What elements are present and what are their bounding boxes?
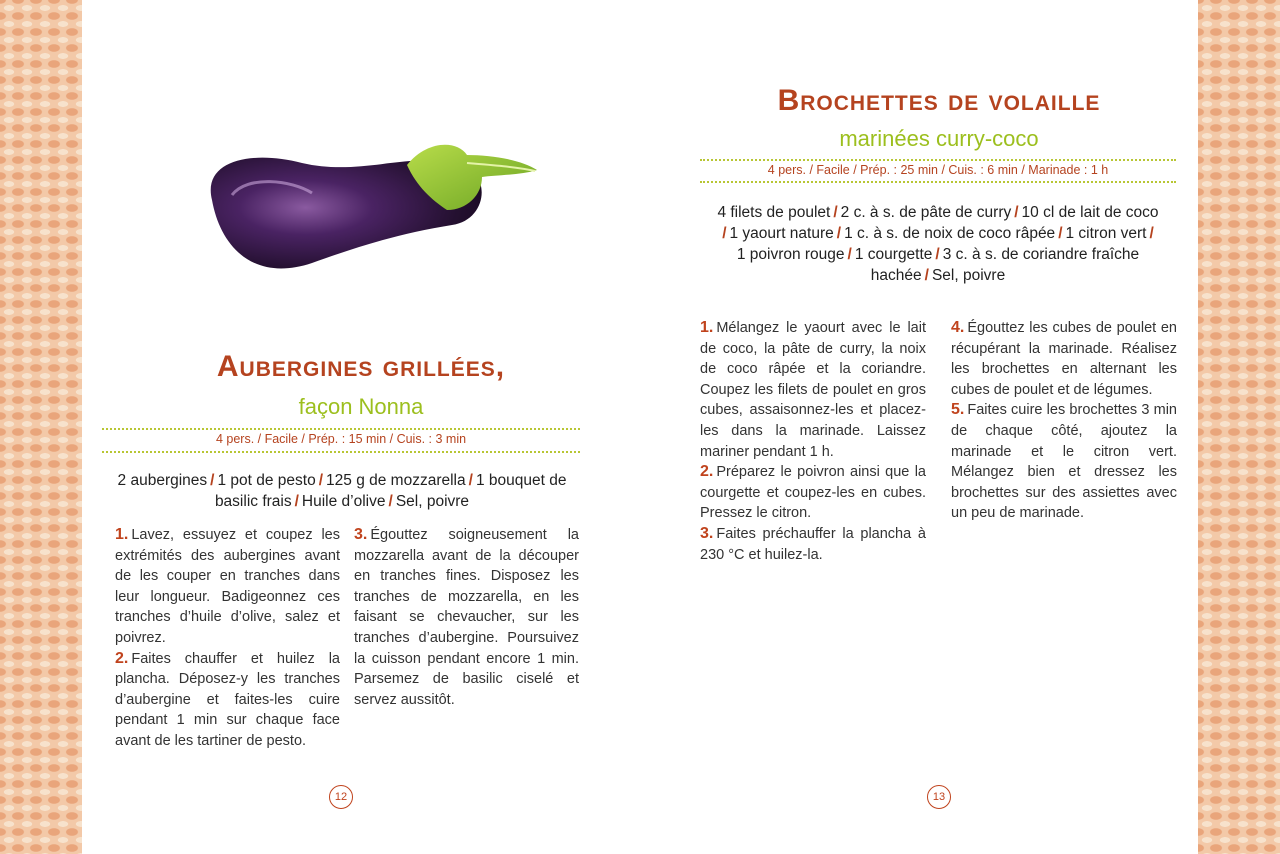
step: 2. Faites chauffer et huilez la plancha. Déposez-y les tranches d’aubergine et faites-les cuire pendant 1 min sur chaque face avant de les tartiner de pesto. — [115, 649, 340, 749]
decorative-border-right — [1198, 0, 1280, 854]
recipe-subtitle: façon Nonna — [298, 394, 424, 419]
decorative-border-left — [0, 0, 82, 854]
page-number: 13 — [927, 785, 951, 809]
steps-column-1 — [115, 525, 340, 752]
divider-top — [700, 159, 1176, 161]
step: 5. Faites cuire les brochettes 3 min de chaque côté, ajoutez la marinade et le citron vert. Mélangez bien et dressez les brochettes sur des assiettes avec un peu de marinade. — [951, 401, 1177, 522]
step: 3. Faites préchauffer la plancha à 230 °C et huilez-la. — [700, 524, 926, 563]
eggplant-illustration — [192, 125, 542, 285]
ingredient: 1 poivron rouge — [736, 246, 845, 263]
recipe-title: Brochettes de volaille — [777, 84, 1101, 117]
divider-top — [102, 428, 580, 430]
steps-column-2 — [354, 525, 579, 710]
ingredient: 1 pot de pesto — [217, 472, 316, 489]
step: 3. Égouttez soigneusement la mozzarella avant de la découper en tranches fines. Disposez les tranches de mozzarella, en les faisant se chevaucher, sur les tranches d’aubergine. Poursuivez la cuisson pendant encore 1 min. Parsemez de basilic ciselé et servez aussitôt. — [354, 526, 579, 708]
steps-column-1 — [700, 318, 926, 565]
recipe-meta: 4 pers. / Facile / Prép. : 25 min / Cuis. : 6 min / Marinade : 1 h — [767, 163, 1109, 177]
recipe-subtitle: marinées curry-coco — [839, 126, 1039, 151]
page-left — [82, 0, 640, 854]
step: 1. Mélangez le yaourt avec le lait de coco, la pâte de curry, la noix de coco râpée et la coriandre. Coupez les filets de poulet en gros cubes, assaisonnez-les et placez-les dans la marinade. Laissez mariner pendant 1 h. — [700, 319, 926, 460]
divider-bottom — [700, 181, 1176, 183]
ingredient: Sel, poivre — [931, 267, 1006, 284]
ingredients-list: 2 aubergines / 1 pot de pesto / 125 g de mozzarella / 1 bouquet de basilic frais / Huile d’olive / Sel, poivre — [117, 472, 567, 510]
ingredient: 2 aubergines — [117, 472, 208, 489]
ingredient: 125 g de mozzarella — [326, 472, 466, 489]
page-number: 12 — [329, 785, 353, 809]
divider-bottom — [102, 451, 580, 453]
step: 1. Lavez, essuyez et coupez les extrémités des aubergines avant de les couper en tranches dans leur longueur. Badigeonnez ces tranches d’huile d’olive, salez et poivrez. — [115, 526, 340, 646]
steps-column-2 — [951, 318, 1177, 524]
step: 2. Préparez le poivron ainsi que la courgette et coupez-les en cubes. Pressez le citron. — [700, 463, 926, 522]
ingredient: 4 filets de poulet — [717, 204, 831, 221]
ingredient: 1 citron vert — [1065, 225, 1147, 242]
ingredient: 2 c. à s. de pâte de curry — [840, 204, 1012, 221]
ingredient: Sel, poivre — [395, 493, 470, 510]
recipe-meta: 4 pers. / Facile / Prép. : 15 min / Cuis. : 3 min — [215, 432, 467, 446]
ingredient: 3 c. à s. de coriandre fraîche hachée — [870, 246, 1140, 284]
ingredient: 1 bouquet de basilic frais — [214, 472, 567, 510]
ingredient: 10 cl de lait de coco — [1021, 204, 1159, 221]
ingredient: Huile d’olive — [301, 493, 386, 510]
step: 4. Égouttez les cubes de poulet en récupérant la marinade. Réalisez les brochettes en alternant les cubes de poulet et de légumes. — [951, 319, 1177, 398]
page-right — [640, 0, 1198, 854]
ingredient: 1 courgette — [854, 246, 933, 263]
ingredient: 1 c. à s. de noix de coco râpée — [844, 225, 1056, 242]
recipe-title: Aubergines grillées, — [216, 350, 506, 383]
ingredients-list: 4 filets de poulet / 2 c. à s. de pâte de curry / 10 cl de lait de coco / 1 yaourt nature / 1 c. à s. de noix de coco râpée / 1 citron vert / 1 poivron rouge / 1 courgette / 3 c. à s. de coriandre fraîche hachée / Sel, poivre — [717, 204, 1159, 284]
ingredient: 1 yaourt nature — [729, 225, 834, 242]
